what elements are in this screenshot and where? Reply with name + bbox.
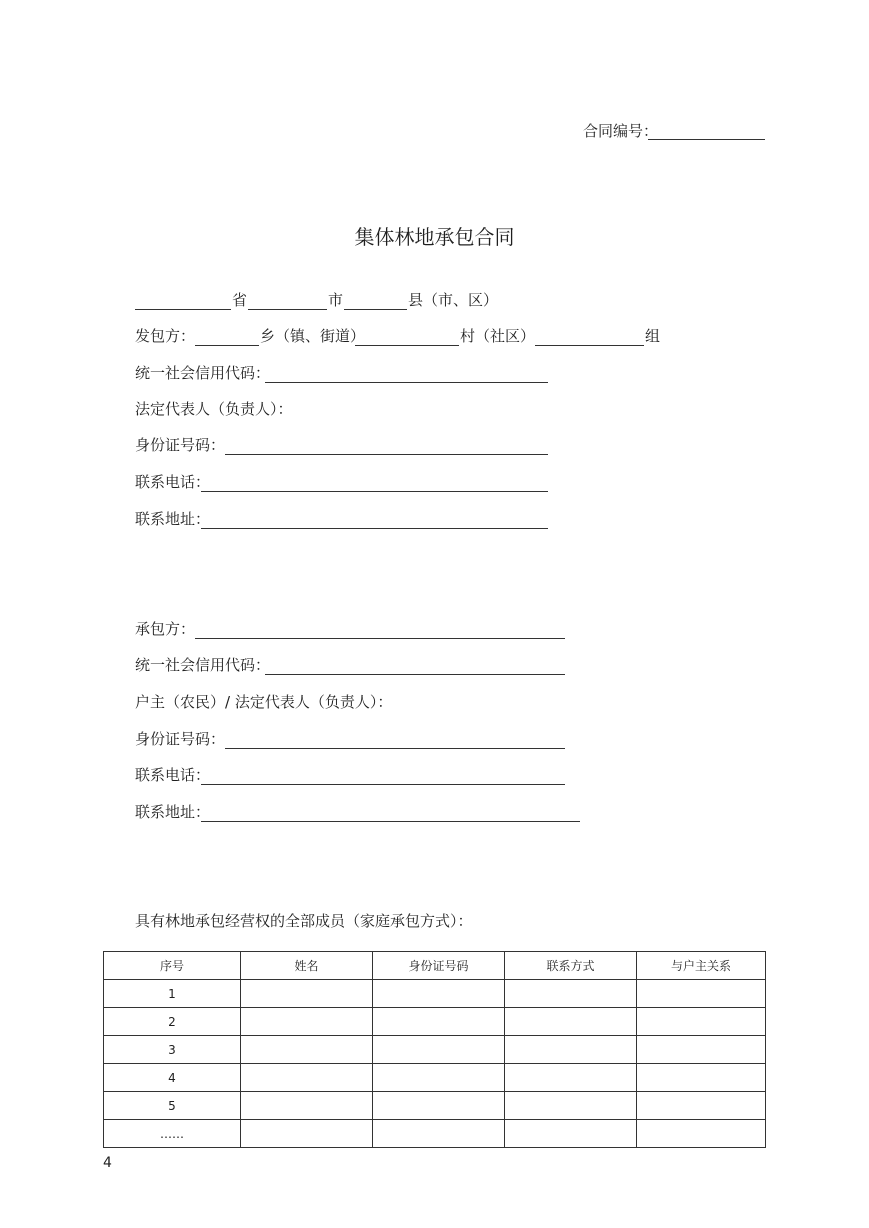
cell-name[interactable] xyxy=(241,1092,373,1120)
table-header-row xyxy=(104,952,766,980)
row-index: 5 xyxy=(104,1092,241,1120)
contract-number-blank[interactable] xyxy=(648,139,765,140)
issuer-line xyxy=(135,325,735,347)
cell-id[interactable] xyxy=(373,1120,505,1148)
contractee-phone-blank[interactable] xyxy=(201,784,565,785)
row-index: 3 xyxy=(104,1036,241,1064)
village-blank[interactable] xyxy=(355,345,459,346)
cell-name[interactable] xyxy=(241,1120,373,1148)
issuer-phone-label: 联系电话： xyxy=(135,473,211,491)
members-table xyxy=(103,951,766,1148)
contractee-id-row xyxy=(135,728,575,750)
issuer-credit-code-blank[interactable] xyxy=(265,382,548,383)
county-blank[interactable] xyxy=(344,309,407,310)
cell-name[interactable] xyxy=(241,1036,373,1064)
members-heading: 具有林地承包经营权的全部成员（家庭承包方式）： xyxy=(135,912,473,930)
issuer-label: 发包方： xyxy=(135,327,196,345)
row-index: 4 xyxy=(104,1064,241,1092)
township-blank[interactable] xyxy=(195,345,259,346)
contractee-label: 承包方： xyxy=(135,620,196,638)
table-row xyxy=(104,1120,766,1148)
city-label: 市 xyxy=(328,291,344,309)
contractee-address-blank[interactable] xyxy=(201,821,580,822)
cell-id[interactable] xyxy=(373,1036,505,1064)
contract-number-label: 合同编号： xyxy=(583,122,659,140)
province-blank[interactable] xyxy=(135,309,231,310)
contractee-address-row xyxy=(135,801,585,823)
cell-contact[interactable] xyxy=(505,1092,637,1120)
issuer-credit-code-row xyxy=(135,362,555,384)
row-index: 1 xyxy=(104,980,241,1008)
cell-contact[interactable] xyxy=(505,1036,637,1064)
contractee-phone-row xyxy=(135,764,575,786)
issuer-address-blank[interactable] xyxy=(201,528,548,529)
address-line xyxy=(135,289,735,311)
group-label: 组 xyxy=(645,327,661,345)
table-row xyxy=(104,1036,766,1064)
contractee-head-label: 户主（农民）/ 法定代表人（负责人）： xyxy=(135,693,393,711)
issuer-id-blank[interactable] xyxy=(225,454,548,455)
cell-contact[interactable] xyxy=(505,1120,637,1148)
document-title: 集体林地承包合同 xyxy=(354,225,515,249)
issuer-phone-row xyxy=(135,471,555,493)
contractee-row xyxy=(135,618,575,640)
group-blank[interactable] xyxy=(535,345,644,346)
issuer-address-row xyxy=(135,508,555,530)
col-header-index: 序号 xyxy=(104,952,241,980)
contractee-credit-code-label: 统一社会信用代码： xyxy=(135,656,271,674)
cell-relation[interactable] xyxy=(637,1036,766,1064)
cell-contact[interactable] xyxy=(505,980,637,1008)
contractee-phone-label: 联系电话： xyxy=(135,766,211,784)
county-label: 县（市、区） xyxy=(408,291,499,309)
issuer-address-label: 联系地址： xyxy=(135,510,211,528)
cell-relation[interactable] xyxy=(637,1064,766,1092)
cell-id[interactable] xyxy=(373,1064,505,1092)
cell-relation[interactable] xyxy=(637,1120,766,1148)
cell-relation[interactable] xyxy=(637,1008,766,1036)
col-header-name: 姓名 xyxy=(241,952,373,980)
contractee-credit-code-row xyxy=(135,654,575,676)
cell-name[interactable] xyxy=(241,980,373,1008)
province-label: 省 xyxy=(232,291,248,309)
col-header-id: 身份证号码 xyxy=(373,952,505,980)
cell-contact[interactable] xyxy=(505,1064,637,1092)
cell-name[interactable] xyxy=(241,1064,373,1092)
contractee-credit-code-blank[interactable] xyxy=(265,674,565,675)
issuer-id-row xyxy=(135,434,555,456)
table-row xyxy=(104,1008,766,1036)
table-row xyxy=(104,1092,766,1120)
city-blank[interactable] xyxy=(248,309,327,310)
cell-relation[interactable] xyxy=(637,1092,766,1120)
page-number: 4 xyxy=(103,1155,112,1171)
table-row xyxy=(104,1064,766,1092)
issuer-legal-rep-label: 法定代表人（负责人）： xyxy=(135,400,293,418)
contractee-id-label: 身份证号码： xyxy=(135,730,226,748)
cell-name[interactable] xyxy=(241,1008,373,1036)
cell-relation[interactable] xyxy=(637,980,766,1008)
cell-id[interactable] xyxy=(373,1092,505,1120)
col-header-contact: 联系方式 xyxy=(505,952,637,980)
township-label: 乡（镇、街道） xyxy=(260,327,366,345)
cell-contact[interactable] xyxy=(505,1008,637,1036)
issuer-id-label: 身份证号码： xyxy=(135,436,226,454)
row-index: …… xyxy=(104,1120,241,1148)
contractee-blank[interactable] xyxy=(195,638,565,639)
village-label: 村（社区） xyxy=(460,327,536,345)
issuer-credit-code-label: 统一社会信用代码： xyxy=(135,364,271,382)
row-index: 2 xyxy=(104,1008,241,1036)
cell-id[interactable] xyxy=(373,980,505,1008)
table-row xyxy=(104,980,766,1008)
col-header-relation: 与户主关系 xyxy=(637,952,766,980)
issuer-phone-blank[interactable] xyxy=(201,491,548,492)
contractee-id-blank[interactable] xyxy=(225,748,565,749)
contractee-address-label: 联系地址： xyxy=(135,803,211,821)
cell-id[interactable] xyxy=(373,1008,505,1036)
